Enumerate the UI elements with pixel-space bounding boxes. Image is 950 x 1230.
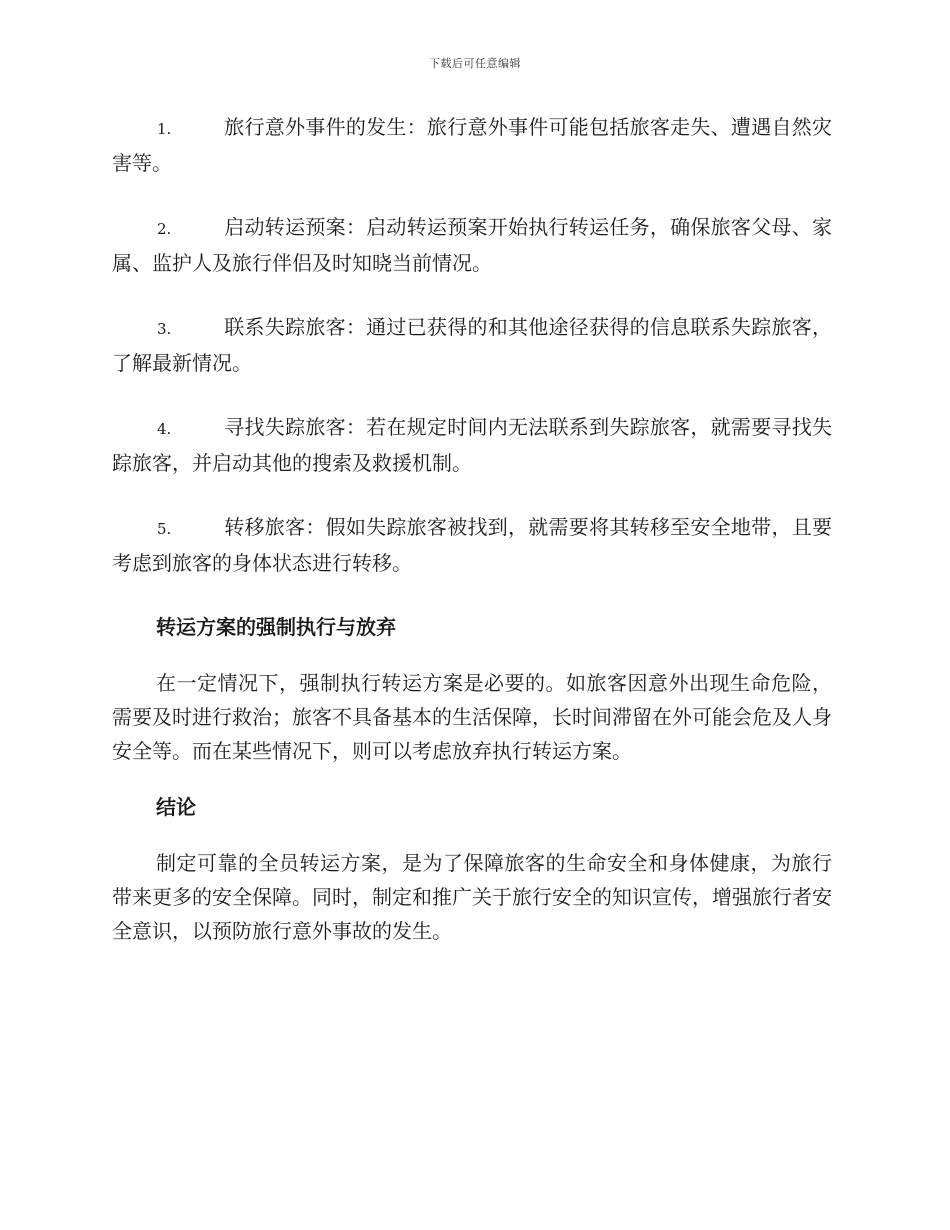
list-number: 2. bbox=[157, 220, 172, 238]
list-text: 寻找失踪旅客：若在规定时间内无法联系到失踪旅客，就需要寻找失踪旅客，并启动其他的搜索及救援机制。 bbox=[112, 415, 832, 475]
list-item bbox=[112, 210, 832, 280]
section-paragraph-conclusion: 制定可靠的全员转运方案，是为了保障旅客的生命安全和身体健康，为旅行带来更多的安全保障。同时，制定和推广关于旅行安全的知识宣传，增强旅行者安全意识，以预防旅行意外事故的发生。 bbox=[112, 851, 832, 943]
list-number: 5. bbox=[157, 520, 172, 538]
list-number: 3. bbox=[157, 320, 172, 338]
section-heading-conclusion: 结论 bbox=[156, 795, 196, 819]
document-body bbox=[112, 110, 832, 970]
section-heading-enforcement: 转运方案的强制执行与放弃 bbox=[156, 615, 396, 639]
list-number: 1. bbox=[157, 120, 172, 138]
list-item bbox=[112, 310, 832, 380]
list-text: 联系失踪旅客：通过已获得的和其他途径获得的信息联系失踪旅客，了解最新情况。 bbox=[112, 315, 832, 375]
list-text: 转移旅客：假如失踪旅客被找到，就需要将其转移至安全地带，且要考虑到旅客的身体状态进行转移。 bbox=[112, 515, 832, 575]
list-text: 启动转运预案：启动转运预案开始执行转运任务，确保旅客父母、家属、监护人及旅行伴侣及时知晓当前情况。 bbox=[112, 215, 832, 275]
list-item bbox=[112, 110, 832, 180]
section-paragraph-enforcement: 在一定情况下，强制执行转运方案是必要的。如旅客因意外出现生命危险，需要及时进行救治；旅客不具备基本的生活保障，长时间滞留在外可能会危及人身安全等。而在某些情况下，则可以考虑放弃执行转运方案。 bbox=[112, 671, 832, 763]
header-note: 下载后可任意编辑 bbox=[429, 57, 521, 70]
list-item bbox=[112, 510, 832, 580]
list-number: 4. bbox=[157, 420, 172, 438]
list-text: 旅行意外事件的发生：旅行意外事件可能包括旅客走失、遭遇自然灾害等。 bbox=[112, 115, 832, 175]
list-item bbox=[112, 410, 832, 480]
